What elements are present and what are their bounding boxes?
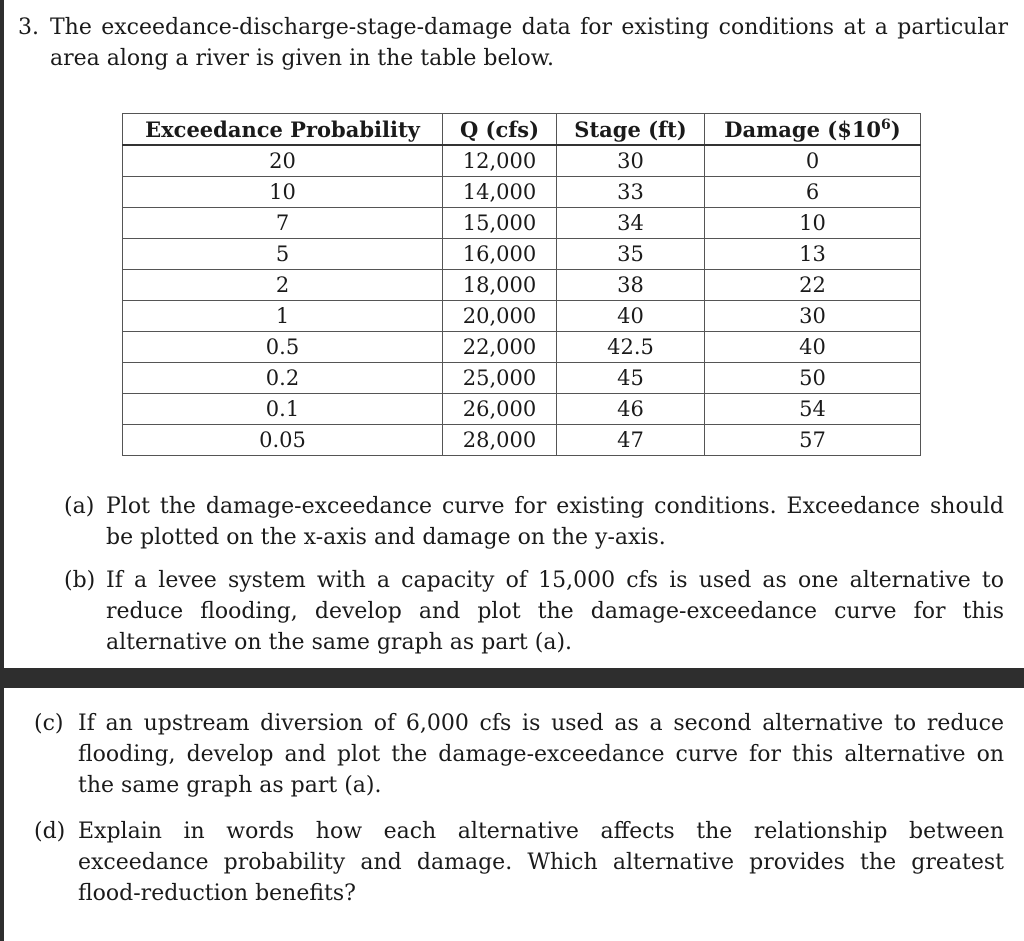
part-d-label: (d) [34,819,66,844]
header-damage-exponent: 6 [881,116,891,133]
header-exceedance: Exceedance Probability [123,114,443,146]
cell-stage: 33 [557,177,705,208]
cell-damage: 13 [705,239,921,270]
part-d [34,816,1004,909]
cell-q: 18,000 [443,270,557,301]
cell-q: 28,000 [443,425,557,456]
part-a-label: (a) [64,494,95,519]
table-row [123,270,921,301]
cell-damage: 30 [705,301,921,332]
cell-stage: 40 [557,301,705,332]
cell-damage: 10 [705,208,921,239]
table-row [123,208,921,239]
part-a-text: Plot the damage-exceedance curve for existing conditions. Exceedance should be plotted on the x-axis and damage on the y-axis. [106,494,1004,550]
cell-q: 16,000 [443,239,557,270]
cell-exceedance: 2 [123,270,443,301]
table-row [123,145,921,177]
header-damage-prefix: Damage ($10 [724,116,882,142]
table-row [123,425,921,456]
cell-exceedance: 0.5 [123,332,443,363]
cell-stage: 42.5 [557,332,705,363]
cell-damage: 54 [705,394,921,425]
cell-exceedance: 5 [123,239,443,270]
cell-stage: 46 [557,394,705,425]
cell-exceedance: 20 [123,145,443,177]
cell-stage: 34 [557,208,705,239]
cell-stage: 35 [557,239,705,270]
header-damage-suffix: ) [890,116,901,142]
cell-exceedance: 0.05 [123,425,443,456]
problem-statement [18,12,1008,74]
part-c [34,708,1004,801]
cell-exceedance: 7 [123,208,443,239]
header-stage: Stage (ft) [557,114,705,146]
part-b [64,565,1004,658]
cell-q: 12,000 [443,145,557,177]
table-row [123,239,921,270]
cell-exceedance: 0.2 [123,363,443,394]
cell-stage: 38 [557,270,705,301]
part-b-text: If a levee system with a capacity of 15,000 cfs is used as one alternative to reduce flooding, develop and plot the damage-exceedance curve for this alternative on the same graph as part (a). [106,568,1004,655]
problem-number: 3. [18,15,39,40]
table-row [123,363,921,394]
cell-q: 20,000 [443,301,557,332]
cell-q: 22,000 [443,332,557,363]
header-q: Q (cfs) [443,114,557,146]
cell-stage: 45 [557,363,705,394]
exceedance-discharge-stage-damage-table [122,113,921,456]
cell-damage: 50 [705,363,921,394]
problem-text: The exceedance-discharge-stage-damage data for existing conditions at a particular area along a river is given in the table below. [50,15,1008,71]
cell-q: 26,000 [443,394,557,425]
cell-q: 14,000 [443,177,557,208]
part-d-text: Explain in words how each alternative affects the relationship between exceedance probability and damage. Which alternative provides the greatest flood-reduction benefits? [78,819,1004,906]
cell-damage: 57 [705,425,921,456]
table-row [123,332,921,363]
part-b-label: (b) [64,568,96,593]
cell-q: 25,000 [443,363,557,394]
cell-exceedance: 1 [123,301,443,332]
cell-damage: 40 [705,332,921,363]
part-c-text: If an upstream diversion of 6,000 cfs is used as a second alternative to reduce flooding, develop and plot the damage-exceedance curve for this alternative on the same graph as part (a). [78,711,1004,798]
part-a [64,491,1004,553]
cell-stage: 47 [557,425,705,456]
cell-damage: 0 [705,145,921,177]
cell-q: 15,000 [443,208,557,239]
cell-exceedance: 0.1 [123,394,443,425]
part-c-label: (c) [34,711,64,736]
cell-damage: 6 [705,177,921,208]
cell-stage: 30 [557,145,705,177]
table-row [123,301,921,332]
cell-exceedance: 10 [123,177,443,208]
cell-damage: 22 [705,270,921,301]
table-header-row [123,114,921,146]
table-row [123,177,921,208]
header-damage [705,114,921,146]
table-row [123,394,921,425]
